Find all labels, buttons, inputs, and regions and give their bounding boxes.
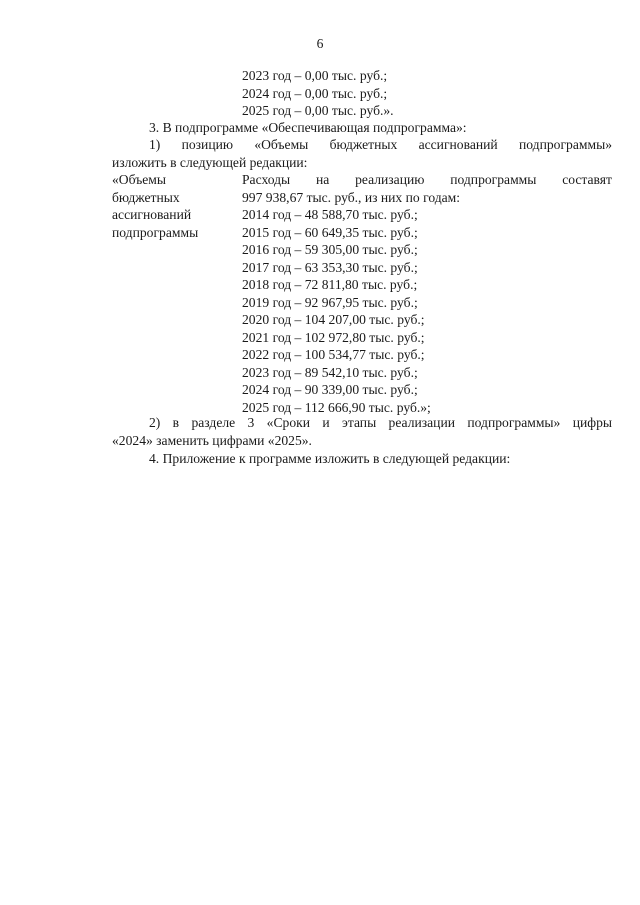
item4 [112,450,612,468]
expenses-intro-line2: 997 938,67 тыс. руб., из них по годам: [242,189,461,205]
page-number: 6 [316,36,324,51]
year-line: 2023 год – 0,00 тыс. руб.; [242,68,388,83]
expense-year-line: 2015 год – 60 649,35 тыс. руб.; [242,224,418,240]
expense-year-line: 2018 год – 72 811,80 тыс. руб.; [242,277,418,292]
item3-heading-text: 3. В подпрограмме «Обеспечивающая подпрограмма»: [149,120,467,135]
item3-subitem1 [112,136,612,171]
left-label-line: «Объемы [112,172,166,187]
expense-year-line: 2016 год – 59 305,00 тыс. руб.; [242,242,418,257]
expense-year-line: 2017 год – 63 353,30 тыс. руб.; [242,259,418,275]
expense-year-line: 2021 год – 102 972,80 тыс. руб.; [242,329,425,345]
item3-subitem2 [112,414,612,449]
item3-subitem2-line2: «2024» заменить цифрами «2025». [112,432,312,448]
table-left-column [112,171,240,241]
item3-heading [112,119,612,137]
left-label-line: бюджетных [112,189,180,205]
expense-year-line: 2022 год – 100 534,77 тыс. руб.; [242,347,425,362]
left-label-line: подпрограммы [112,224,199,240]
expense-year-line: 2023 год – 89 542,10 тыс. руб.; [242,364,418,380]
year-line: 2024 год – 0,00 тыс. руб.; [242,85,388,101]
item4-text: 4. Приложение к программе изложить в следующей редакции: [149,451,511,466]
table-right-column [242,171,612,416]
top-years-list [242,67,394,120]
expense-year-line: 2020 год – 104 207,00 тыс. руб.; [242,312,425,327]
expense-year-line: 2024 год – 90 339,00 тыс. руб.; [242,382,418,397]
item3-subitem1-line2: изложить в следующей редакции: [112,154,308,170]
expense-year-line: 2019 год – 92 967,95 тыс. руб.; [242,294,418,310]
expense-year-line: 2014 год – 48 588,70 тыс. руб.; [242,207,418,222]
expense-year-line: 2025 год – 112 666,90 тыс. руб.»; [242,399,431,415]
item3-subitem1-line1: 1) позицию «Объемы бюджетных ассигнований подпрограммы» [149,137,612,152]
expenses-intro-line1: Расходы на реализацию подпрограммы составят [242,172,612,187]
year-line: 2025 год – 0,00 тыс. руб.». [242,103,394,118]
left-label-line: ассигнований [112,207,192,222]
item3-subitem2-line1: 2) в разделе 3 «Сроки и этапы реализации подпрограммы» цифры [149,415,612,430]
